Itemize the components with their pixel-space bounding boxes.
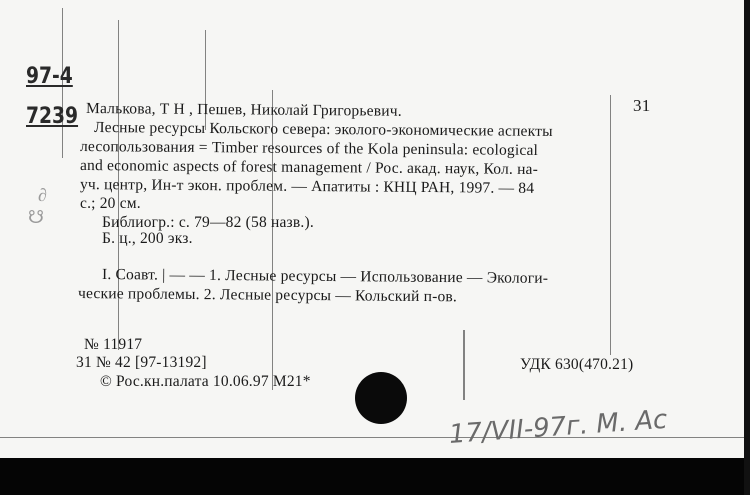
chamber-imprint: © Рос.кн.палата 10.06.97 М21* [100,373,311,390]
shelf-mark-top: 97-4 [26,64,73,89]
faint-stamp-mark: ∂ [38,185,47,205]
scan-border-bottom [0,458,750,495]
scan-noise [0,437,750,438]
title-line: Лесные ресурсы Кольского севера: эколого-экономические аспекты [93,119,553,141]
extent-line: с.; 20 см. [80,195,141,212]
title-line: лесопользования = Timber resources of the Kola peninsula: ecological [79,138,539,159]
registration-line: 31 № 42 [97-13192] [76,354,207,371]
udk-code: УДК 630(470.21) [520,356,634,373]
scan-noise [463,330,465,400]
subject-line: I. Соавт. | — — 1. Лесные ресурсы — Использование — Экологи- [101,266,549,287]
card-number: 31 [633,96,651,115]
author-line: Малькова, Т Н , Пешев, Николай Григорьевич. [85,100,402,120]
subject-line: ческие проблемы. 2. Лесные ресурсы — Кольский п-ов. [77,285,458,306]
shelf-mark-bottom: 7239 [26,104,79,129]
scan-noise [610,95,611,355]
price-note: Б. ц., 200 экз. [102,230,193,247]
record-number: № 11917 [84,336,143,353]
scan-border-right [744,0,750,495]
faint-stamp-mark: ☋ [28,207,44,227]
imprint-line: уч. центр, Ин-т экон. проблем. — Апатиты : КНЦ РАН, 1997. — 84 [79,176,535,197]
handwritten-signature: 17/VII-97г. М. Ас [448,404,669,450]
punch-hole [355,372,407,424]
title-line: and economic aspects of forest management / Рос. акад. наук, Кол. на- [79,157,539,178]
bibliography-note: Библиогр.: с. 79—82 (58 назв.). [102,214,314,231]
